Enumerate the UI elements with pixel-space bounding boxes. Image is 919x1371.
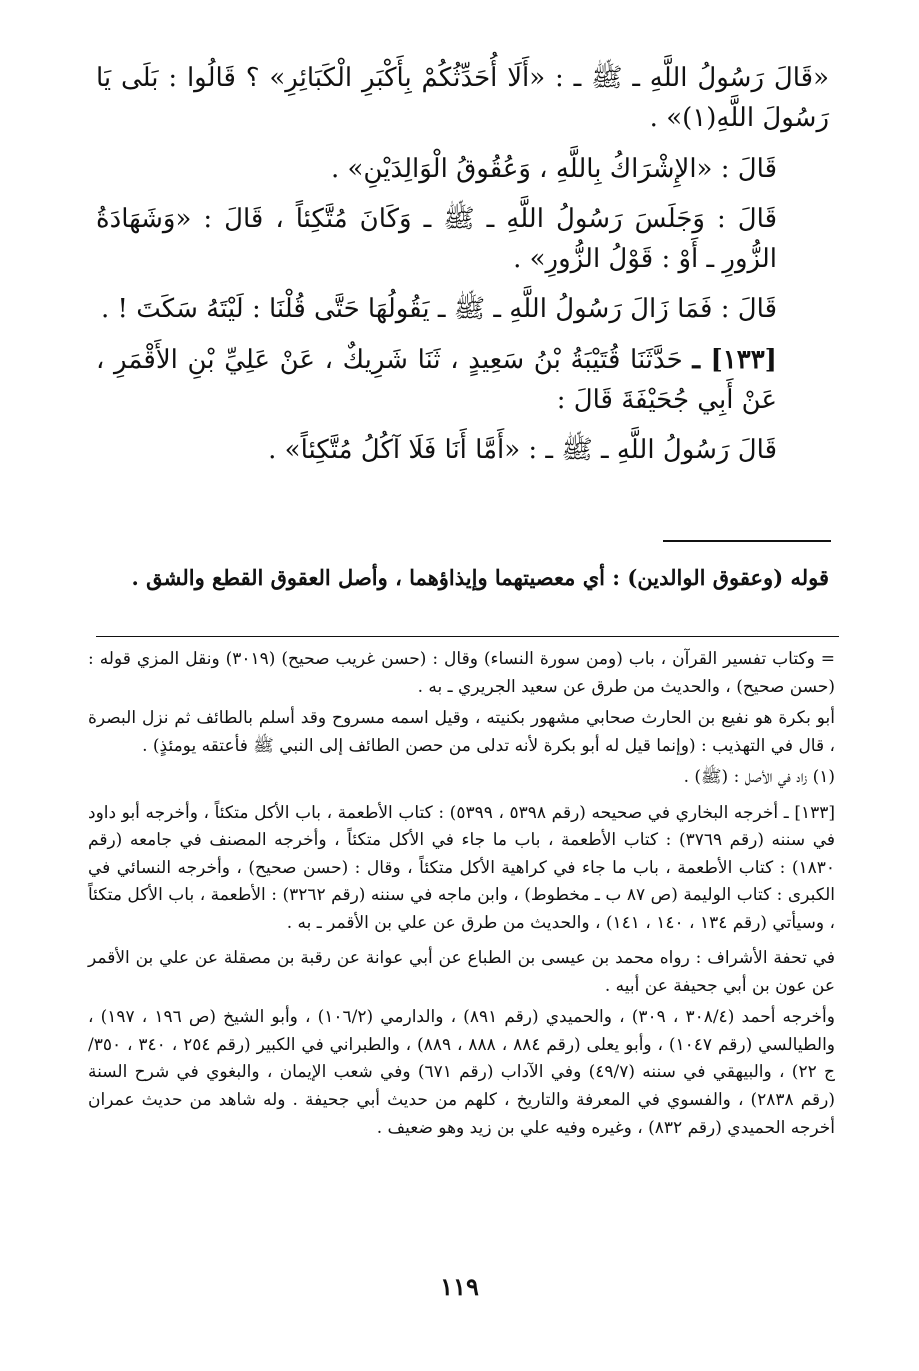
footnote: في تحفة الأشراف : رواه محمد بن عيسى بن الطباع عن أبي عوانة عن رقبة بن مصقلة عن علي بن الأقمر عن عون بن أبي جحيفة عن أبيه . xyxy=(88,948,835,996)
hadith-narration xyxy=(96,340,829,421)
hadith-text xyxy=(96,58,829,481)
hadith-line: قَالَ : وَجَلَسَ رَسُولُ اللَّهِ ـ ﷺ ـ وَكَانَ مُتَّكِئاً ، قَالَ : «وَشَهَادَةُ الزُّورِ ـ أَوْ : قَوْلُ الزُّورِ» . xyxy=(96,203,777,275)
footnote: وأخرجه أحمد (٣٠٨/٤ ، ٣٠٩) ، والحميدي (رقم ٨٩١) ، والدارمي (١٠٦/٢) ، وأبو الشيخ (ص ١٩٦ ، ١٩٧) ، والطيالسي (رقم ١٠٤٧) ، وأبو يعلى (رقم ٨٨٤ ، ٨٨٨ ، ٨٨٩) ، والطبراني في الكبير (رقم ٢٥٤ ، ٣٤٠ ، ٣٥٠/ج ٢٢) ، والبيهقي في سننه (٤٩/٧) وفي الآداب (رقم ٦٧١) وفي شعب الإيمان ، والبغوي في شرح السنة (رقم ٢٨٣٨) ، والفسوي في المعرفة والتاريخ ، كلهم من حديث أبي جحيفة . وله شاهد من حديث عمران أخرجه الحميدي (رقم ٨٣٢) ، وغيره وفيه علي بن زيد وهو ضعيف . xyxy=(88,1007,836,1138)
footnote-divider xyxy=(96,636,839,637)
footnote: (١) زاد في الأصل : (ﷺ) . xyxy=(683,767,835,788)
hadith-line: قَالَ : فَمَا زَالَ رَسُولُ اللَّهِ ـ ﷺ ـ يَقُولُهَا حَتَّى قُلْنَا : لَيْتَهُ سَكَتَ ! . xyxy=(100,294,777,325)
hadith-line: قَالَ : «الإِشْرَاكُ بِاللَّهِ ، وَعُقُوقُ الْوَالِدَيْنِ» . xyxy=(330,153,777,184)
commentary-divider xyxy=(663,540,831,542)
footnote: = وكتاب تفسير القرآن ، باب (ومن سورة النساء) وقال : (حسن غريب صحيح) (٣٠١٩) ونقل المزي قوله : (حسن صحيح) ، والحديث من طرق عن سعيد الجريري ـ به . xyxy=(88,649,835,697)
hadith-line: «قَالَ رَسُولُ اللَّهِ ـ ﷺ ـ : «أَلَا أُحَدِّثُكُمْ بِأَكْبَرِ الْكَبَائِرِ» ؟ قَالُوا : بَلَى يَا رَسُولَ اللَّهِ(١)» . xyxy=(96,63,829,134)
commentary xyxy=(96,562,829,594)
footnote: أبو بكرة هو نفيع بن الحارث صحابي مشهور بكنيته ، وقيل اسمه مسروح وقد أسلم بالطائف ثم نزل البصرة ، قال في التهذيب : (وإنما قيل له أبو بكرة لأنه تدلى من حصن الطائف إلى النبي ﷺ فأعتقه يومئذٍ) . xyxy=(88,708,835,756)
footnotes xyxy=(88,646,835,1146)
hadith-line: قَالَ رَسُولُ اللَّهِ ـ ﷺ ـ : «أَمَّا أَنَا فَلَا آكُلُ مُتَّكِئاً» . xyxy=(268,435,777,466)
footnote: [١٣٣] ـ أخرجه البخاري في صحيحه (رقم ٥٣٩٨ ، ٥٣٩٩) : كتاب الأطعمة ، باب الأكل متكئاً ، وأخرجه أبو داود في سننه (رقم ٣٧٦٩) : كتاب الأطعمة ، باب ما جاء في الأكل متكئاً ، وأخرجه المصنف في جامعه (رقم ١٨٣٠) : كتاب الأطعمة ، باب ما جاء في كراهية الأكل متكئاً ، وقال : (حسن صحيح) ، وأخرجه النسائي في الكبرى : كتاب الوليمة (ص ٨٧ ب ـ مخطوط) ، وابن ماجه في سننه (رقم ٣٢٦٢) : الأطعمة ، باب الأكل متكئاً ، وسيأتي (رقم ١٣٤ ، ١٤٠ ، ١٤١) ، والحديث من طرق عن علي بن الأقمر ـ به . xyxy=(88,802,835,933)
page-number: ١١٩ xyxy=(440,1272,479,1301)
narration-number: [١٣٣] ـ xyxy=(692,344,777,375)
commentary-text: قوله (وعقوق الوالدين) : أي معصيتهما وإيذاؤهما ، وأصل العقوق القطع والشق . xyxy=(131,565,829,590)
hadith-line: حَدَّثَنَا قُتَيْبَةُ بْنُ سَعِيدٍ ، ثَنَا شَرِيكٌ ، عَنْ عَلِيِّ بْنِ الأَقْمَرِ ، عَنْ أَبِي جُحَيْفَةَ قَالَ : xyxy=(96,344,777,416)
